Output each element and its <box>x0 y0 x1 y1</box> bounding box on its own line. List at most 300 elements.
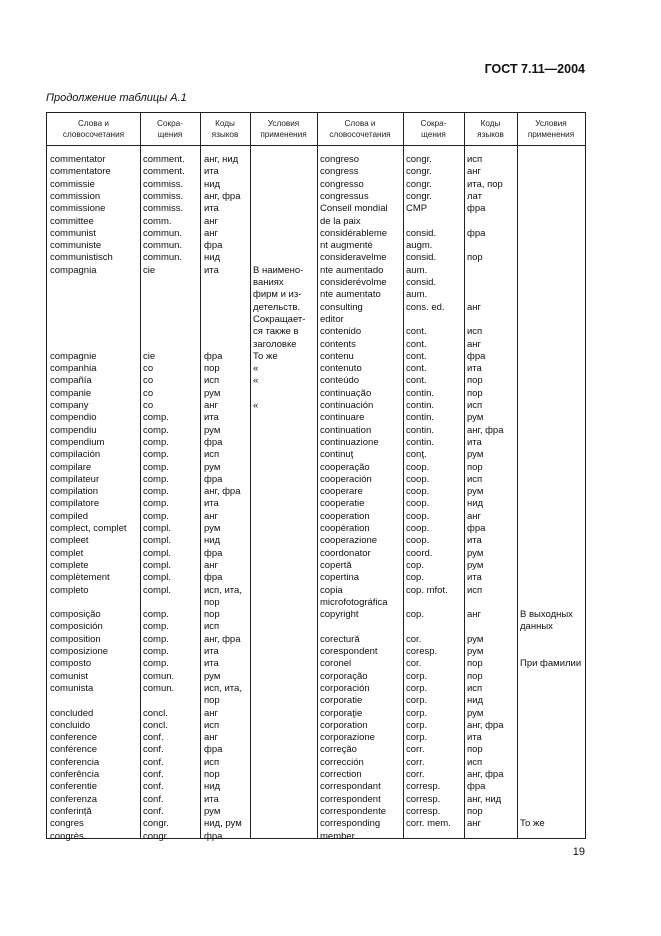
cell-abbreviation: comp. <box>143 424 169 436</box>
cell-abbreviation: concl. <box>143 707 168 719</box>
cell-word-2: considerévolme <box>320 277 387 288</box>
cell-language-code: анг <box>204 215 218 227</box>
cell-language-code: фра <box>204 830 223 842</box>
cell-abbreviation-2: coord. <box>406 547 433 559</box>
cell-word: communistisch <box>50 252 113 264</box>
cell-word-2: corporatie <box>320 695 363 707</box>
cell-word-2: cooperation <box>320 510 370 522</box>
cell-abbreviation-2: contin. <box>406 424 434 436</box>
cell-word-2: consulting <box>320 301 363 313</box>
cell-abbreviation: commiss. <box>143 190 184 202</box>
cell-abbreviation: compl. <box>143 523 171 534</box>
table-row <box>47 166 585 178</box>
cell-language-code-2: ита <box>467 572 482 584</box>
cell-abbreviation: commun. <box>143 240 183 252</box>
cell-language-code-2: рум <box>467 633 484 645</box>
cell-language-code: анг <box>204 400 218 411</box>
cell-word-2: corectură <box>320 633 360 645</box>
header-language-codes: Коды языков <box>211 119 239 139</box>
cell-language-code: рум <box>204 424 221 436</box>
cell-word-2: corporazione <box>320 732 375 744</box>
cell-word: compagnia <box>50 264 97 276</box>
cell-word-2: de la paix <box>320 215 361 227</box>
cell-language-code: ита <box>204 166 219 178</box>
table-row <box>47 203 585 215</box>
standard-number: ГОСТ 7.11—2004 <box>484 62 585 76</box>
cell-language-code: анг, фра <box>204 486 241 498</box>
page-number: 19 <box>572 846 585 858</box>
cell-language-code: фра <box>204 547 223 559</box>
cell-language-code-2: исп <box>467 756 483 768</box>
cell-language-code: рум <box>204 461 221 473</box>
cell-language-code: фра <box>204 240 223 252</box>
cell-abbreviation-2: consid. <box>406 277 437 288</box>
cell-word-2: corporaţie <box>320 707 363 719</box>
cell-word: compagnie <box>50 350 97 362</box>
cell-word: congres <box>50 818 84 830</box>
table-row <box>47 609 585 621</box>
cell-condition: ся также в <box>253 326 299 338</box>
cell-word: complètement <box>50 572 110 584</box>
cell-word-2: correspondent <box>320 793 381 805</box>
cell-abbreviation-2: cont. <box>406 375 427 387</box>
cell-abbreviation: comp. <box>143 646 169 657</box>
cell-language-code: ита <box>204 412 219 424</box>
cell-language-code: исп <box>204 719 220 731</box>
cell-language-code-2: фра <box>467 203 486 215</box>
cell-language-code-2: анг, фра <box>467 769 504 780</box>
cell-language-code-2: нид <box>467 695 484 707</box>
cell-condition: заголовке <box>253 338 297 350</box>
table-row <box>47 560 585 572</box>
cell-language-code-2: фра <box>467 350 486 362</box>
cell-language-code: фра <box>204 436 223 448</box>
cell-language-code-2: анг, фра <box>467 424 504 436</box>
cell-condition: « <box>253 400 259 411</box>
cell-language-code: нид <box>204 252 221 264</box>
cell-abbreviation: conf. <box>143 756 164 768</box>
cell-word: composto <box>50 658 92 670</box>
table-row <box>47 634 585 646</box>
cell-language-code: анг, фра <box>204 190 241 202</box>
cell-word-2: cooperação <box>320 461 370 473</box>
table-row <box>47 314 585 326</box>
cell-word-2: copertă <box>320 559 352 571</box>
table-row <box>47 732 585 744</box>
cell-abbreviation-2: congr. <box>406 190 432 202</box>
cell-language-code-2: исп <box>467 400 483 411</box>
cell-abbreviation-2: corresp. <box>406 805 441 817</box>
cell-abbreviation-2: corresp. <box>406 781 441 793</box>
cell-word-2: nt augmenté <box>320 240 373 252</box>
cell-language-code: рум <box>204 670 221 682</box>
cell-abbreviation-2: cont. <box>406 338 427 350</box>
cell-abbreviation: comp. <box>143 633 169 645</box>
table-body <box>47 146 585 842</box>
cell-abbreviation: comment. <box>143 166 185 178</box>
cell-word: compendio <box>50 412 97 424</box>
table-row <box>47 511 585 523</box>
cell-abbreviation-2: corr. <box>406 769 425 780</box>
cell-abbreviation-2: cor. <box>406 633 422 645</box>
cell-word-2: consideravelme <box>320 252 387 264</box>
cell-language-code-2: пор <box>467 461 483 473</box>
cell-word: congrès <box>50 830 84 842</box>
cell-abbreviation: comp. <box>143 449 169 461</box>
cell-language-code: анг <box>204 732 218 744</box>
cell-word: comunist <box>50 670 89 682</box>
cell-language-code-2: анг <box>467 609 481 621</box>
cell-abbreviation-2: cons. ed. <box>406 301 445 313</box>
cell-word-2: continuación <box>320 400 374 411</box>
cell-language-code-2: фра <box>467 227 486 239</box>
cell-abbreviation: comp. <box>143 461 169 473</box>
cell-word-2: microfotográfica <box>320 596 388 608</box>
cell-language-code-2: анг <box>467 818 481 830</box>
cell-language-code: исп <box>204 621 220 633</box>
cell-language-code-2: нид <box>467 498 484 510</box>
cell-language-code: рум <box>204 387 221 399</box>
cell-abbreviation: comp. <box>143 609 169 621</box>
table-row <box>47 216 585 228</box>
cell-word-2: member <box>320 830 355 842</box>
cell-language-code: пор <box>204 769 220 780</box>
cell-abbreviation: comp. <box>143 498 169 510</box>
cell-condition: ваниях <box>253 277 284 288</box>
table-row <box>47 154 585 166</box>
cell-condition: « <box>253 363 259 375</box>
cell-word: composición <box>50 621 103 633</box>
cell-abbreviation: commun. <box>143 252 183 264</box>
cell-word-2: contenuto <box>320 363 362 375</box>
cell-language-code: анг <box>204 707 218 719</box>
table-row <box>47 498 585 510</box>
cell-language-code-2: ита <box>467 363 482 375</box>
cell-word: communist <box>50 227 96 239</box>
cell-word-2: Conseil mondial <box>320 203 388 215</box>
cell-language-code-2: пор <box>467 805 483 817</box>
table-row <box>47 794 585 806</box>
cell-word-2: considérableme <box>320 227 388 239</box>
cell-language-code-2: рум <box>467 547 484 559</box>
table-row <box>47 658 585 670</box>
cell-abbreviation: comp. <box>143 658 169 670</box>
cell-abbreviation: compl. <box>143 547 171 559</box>
table-row <box>47 695 585 707</box>
table-row <box>47 683 585 695</box>
header-abbreviations-2: Сокра- щения <box>420 119 447 139</box>
cell-abbreviation: commiss. <box>143 178 184 190</box>
cell-word: comunista <box>50 682 94 694</box>
cell-abbreviation: comment. <box>143 154 185 165</box>
table-row <box>47 425 585 437</box>
cell-language-code: анг <box>204 510 218 522</box>
cell-word-2: congressus <box>320 190 369 202</box>
cell-word: commissie <box>50 178 95 190</box>
table-row <box>47 462 585 474</box>
cell-language-code: нид, рум <box>204 818 242 830</box>
table-row <box>47 646 585 658</box>
cell-language-code-2: анг <box>467 301 481 313</box>
cell-language-code: анг <box>204 559 218 571</box>
cell-language-code-2: ита <box>467 732 482 744</box>
cell-language-code: исп <box>204 375 220 387</box>
cell-word: composition <box>50 633 101 645</box>
cell-abbreviation: cie <box>143 264 156 276</box>
cell-word-2: congress <box>320 166 359 178</box>
cell-word-2: continuare <box>320 412 365 424</box>
table-row <box>47 548 585 560</box>
cell-abbreviation: comp. <box>143 510 169 522</box>
cell-word: company <box>50 400 89 411</box>
cell-condition: фирм и из- <box>253 289 302 301</box>
cell-word-2: copia <box>320 584 343 596</box>
cell-abbreviation-2: cop. <box>406 559 424 571</box>
cell-language-code-2: анг <box>467 510 481 522</box>
cell-word-2: correspondente <box>320 805 387 817</box>
cell-abbreviation-2: corp. <box>406 695 428 707</box>
cell-word: complete <box>50 559 89 571</box>
cell-abbreviation-2: congr. <box>406 178 432 190</box>
header-abbreviations: Сокра- щения <box>157 119 183 139</box>
table-row <box>47 302 585 314</box>
cell-language-code: ита <box>204 793 219 805</box>
table-row <box>47 326 585 338</box>
cell-abbreviation: comp. <box>143 473 169 485</box>
cell-word-2: editor <box>320 313 344 325</box>
cell-abbreviation-2: augm. <box>406 240 433 252</box>
cell-abbreviation: comp. <box>143 621 169 633</box>
cell-abbreviation-2: aum. <box>406 289 428 301</box>
cell-abbreviation: commiss. <box>143 203 184 215</box>
table-row <box>47 375 585 387</box>
cell-abbreviation-2: cop. mfot. <box>406 584 448 596</box>
cell-word: concluido <box>50 719 91 731</box>
cell-word: composição <box>50 609 101 621</box>
cell-abbreviation: comm. <box>143 215 172 227</box>
table-row <box>47 572 585 584</box>
cell-abbreviation: со <box>143 400 154 411</box>
cell-abbreviation: conf. <box>143 732 164 744</box>
cell-abbreviation: comun. <box>143 682 175 694</box>
cell-language-code: пор <box>204 363 220 375</box>
cell-abbreviation-2: cop. <box>406 609 424 621</box>
cell-abbreviation: comp. <box>143 412 169 424</box>
cell-language-code: пор <box>204 695 220 707</box>
cell-language-code-2: исп <box>467 682 483 694</box>
cell-language-code-2: исп <box>467 154 483 165</box>
cell-word-2: copertina <box>320 572 360 584</box>
cell-word-2: continuação <box>320 387 372 399</box>
cell-word: compilation <box>50 486 99 498</box>
cell-abbreviation: congr. <box>143 818 169 830</box>
table-row <box>47 818 585 830</box>
cell-abbreviation-2: corp. <box>406 682 428 694</box>
table-row <box>47 806 585 818</box>
cell-condition-2: В выходных <box>520 609 573 621</box>
cell-abbreviation-2: coresp. <box>406 646 438 657</box>
cell-language-code: исп <box>204 449 220 461</box>
cell-abbreviation: commun. <box>143 227 183 239</box>
cell-language-code: пор <box>204 596 220 608</box>
cell-word-2: corrección <box>320 756 364 768</box>
cell-abbreviation-2: coop. <box>406 461 430 473</box>
cell-word-2: corporação <box>320 670 368 682</box>
cell-abbreviation-2: coop. <box>406 473 430 485</box>
cell-abbreviation: compl. <box>143 559 171 571</box>
table-row <box>47 708 585 720</box>
cell-condition: Сокращает- <box>253 313 306 325</box>
cell-word-2: congreso <box>320 154 360 165</box>
cell-word: companie <box>50 387 92 399</box>
cell-word: compilación <box>50 449 101 461</box>
table-row <box>47 191 585 203</box>
cell-language-code-2: анг, нид <box>467 793 502 805</box>
cell-abbreviation-2: cont. <box>406 363 427 375</box>
table-row <box>47 252 585 264</box>
table-row <box>47 449 585 461</box>
cell-abbreviation-2: cor. <box>406 658 422 670</box>
cell-word: communiste <box>50 240 102 252</box>
cell-word: compilare <box>50 461 92 473</box>
cell-abbreviation: congr. <box>143 830 169 842</box>
table-row <box>47 585 585 597</box>
cell-word: concluded <box>50 707 94 719</box>
cell-word-2: conteúdo <box>320 375 360 387</box>
cell-abbreviation: compl. <box>143 535 171 547</box>
cell-word-2: corresponding <box>320 818 381 830</box>
cell-abbreviation-2: corresp. <box>406 793 441 805</box>
table-row <box>47 757 585 769</box>
cell-word: committee <box>50 215 94 227</box>
cell-abbreviation-2: CMP <box>406 203 428 215</box>
cell-condition-2: данных <box>520 621 553 633</box>
cell-abbreviation: со <box>143 375 154 387</box>
table-row <box>47 486 585 498</box>
cell-abbreviation: conf. <box>143 744 164 756</box>
cell-language-code-2: ита <box>467 535 482 547</box>
cell-language-code-2: рум <box>467 486 484 498</box>
cell-word: compendium <box>50 436 105 448</box>
cell-language-code: исп <box>204 756 220 768</box>
table-row <box>47 474 585 486</box>
cell-word: conferencia <box>50 756 100 768</box>
cell-language-code: ита <box>204 498 219 510</box>
cell-language-code-2: исп <box>467 584 483 596</box>
cell-word-2: copyright <box>320 609 359 621</box>
cell-word-2: nte aumentado <box>320 264 384 276</box>
cell-abbreviation-2: cop. <box>406 572 424 584</box>
header-words: Слова и словосочетания <box>62 119 125 139</box>
header-language-codes-2: Коды языков <box>477 119 504 139</box>
table-row <box>47 351 585 363</box>
table-row <box>47 339 585 351</box>
cell-language-code-2: рум <box>467 646 484 657</box>
table-row <box>47 289 585 301</box>
cell-language-code-2: исп <box>467 473 483 485</box>
table-row <box>47 744 585 756</box>
cell-word-2: corespondent <box>320 646 378 657</box>
cell-word: commentatore <box>50 166 111 178</box>
cell-language-code: анг, фра <box>204 633 241 645</box>
cell-condition: детельств. <box>253 301 301 313</box>
table-row <box>47 720 585 732</box>
table-row <box>47 363 585 375</box>
cell-abbreviation-2: corp. <box>406 719 428 731</box>
cell-word: completo <box>50 584 89 596</box>
cell-word-2: cooperación <box>320 473 372 485</box>
cell-abbreviation-2: corr. <box>406 756 425 768</box>
table-row <box>47 831 585 843</box>
cell-word: compiled <box>50 510 89 522</box>
cell-abbreviation-2: conţ. <box>406 449 427 461</box>
cell-word: commission <box>50 190 101 202</box>
cell-word: companhia <box>50 363 97 375</box>
cell-condition: То же <box>253 350 278 362</box>
cell-word: compilateur <box>50 473 100 485</box>
table-row <box>47 228 585 240</box>
cell-word: conference <box>50 732 98 744</box>
table-header <box>47 113 585 146</box>
table-row <box>47 412 585 424</box>
cell-word-2: cooperazione <box>320 535 378 547</box>
cell-word-2: correction <box>320 769 362 780</box>
cell-abbreviation-2: contin. <box>406 387 434 399</box>
cell-abbreviation-2: corp. <box>406 670 428 682</box>
cell-language-code: исп, ита, <box>204 584 242 596</box>
table-row <box>47 621 585 633</box>
cell-word-2: continuation <box>320 424 372 436</box>
table-row <box>47 240 585 252</box>
cell-language-code: фра <box>204 473 223 485</box>
cell-language-code: нид <box>204 781 221 793</box>
cell-language-code-2: рум <box>467 707 484 719</box>
cell-language-code-2: анг <box>467 166 481 178</box>
cell-word: compañía <box>50 375 92 387</box>
cell-abbreviation-2: coop. <box>406 523 430 534</box>
cell-word-2: contenido <box>320 326 362 338</box>
cell-abbreviation: cie <box>143 350 156 362</box>
cell-word: conférence <box>50 744 98 756</box>
cell-language-code-2: пор <box>467 670 483 682</box>
cell-language-code: ита <box>204 264 219 276</box>
cell-word: conferentie <box>50 781 98 793</box>
cell-word-2: coronel <box>320 658 352 670</box>
table-row <box>47 400 585 412</box>
table-row <box>47 523 585 535</box>
cell-abbreviation-2: corp. <box>406 707 428 719</box>
cell-language-code: пор <box>204 609 220 621</box>
cell-abbreviation-2: coop. <box>406 510 430 522</box>
table-row <box>47 277 585 289</box>
cell-abbreviation-2: corr. <box>406 744 425 756</box>
cell-language-code-2: пор <box>467 387 483 399</box>
cell-abbreviation-2: consid. <box>406 227 437 239</box>
cell-word-2: coordonator <box>320 547 371 559</box>
cell-language-code: нид <box>204 178 221 190</box>
cell-abbreviation: compl. <box>143 584 171 596</box>
cell-word-2: coopération <box>320 523 370 534</box>
cell-word-2: corporation <box>320 719 368 731</box>
table-row <box>47 437 585 449</box>
cell-condition-2: При фамилии <box>520 658 582 670</box>
table-row <box>47 535 585 547</box>
cell-word: commissione <box>50 203 106 215</box>
cell-word-2: nte aumentato <box>320 289 381 301</box>
cell-word-2: contenu <box>320 350 354 362</box>
cell-word: commentator <box>50 154 106 165</box>
cell-language-code: ита <box>204 203 219 215</box>
